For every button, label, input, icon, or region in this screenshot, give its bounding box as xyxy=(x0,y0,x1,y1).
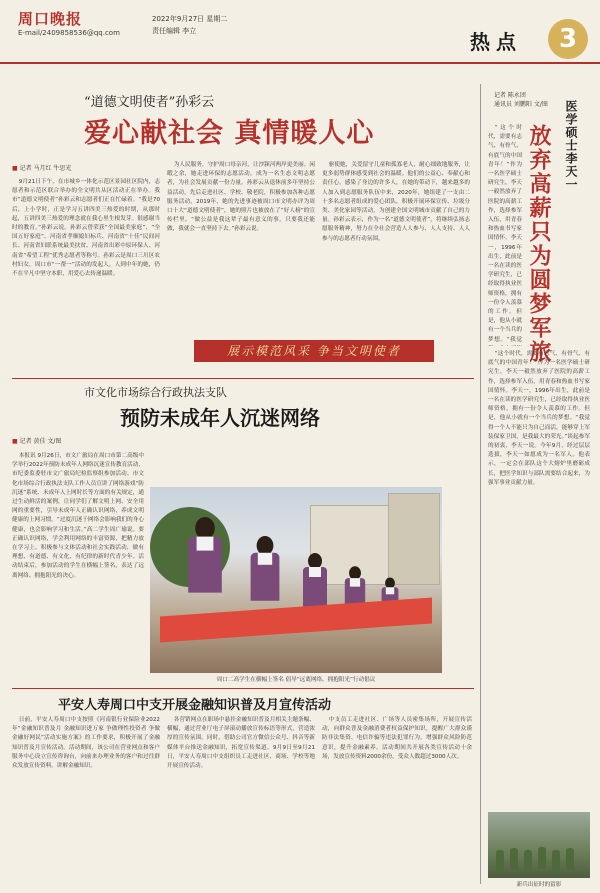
photo2-caption: 新兵出征时的留影 xyxy=(516,882,562,888)
photo1-caption: 周口二高学生在横幅上签名 倡导“远离网络、拥抱阳光”行动倡议 xyxy=(216,677,376,683)
article2-kicker: 市文化市场综合行政执法支队 xyxy=(84,386,227,399)
right-article-body-text: “这个时代，需要有志气、有骨气、有底气的中国青年！”作为一名医学硕士研究生，李天一毅然放弃了医院的高薪工作，选择参军入伍，用青春和热血书写家国情怀。李天一，1996年出生，此前是一名在读的医学研究生，已经取得执业医师资格，拥有一份令人羡慕的工作。但是，他从小就有一个当兵的梦想。“我觉得一个人不能只为自己而活，能够穿上军装保家卫国，是我最大的荣光。”谈起参军的初衷，李天一说。今年9月，经过层层选拔，李天一如愿成为一名军人。他表示，一定会在部队这个大熔炉里磨砺成长，把医学知识与部队需要结合起来，为强军事业贡献力量。 xyxy=(488,351,590,486)
page-number-badge: 3 xyxy=(548,19,588,59)
article1-column-1 xyxy=(12,178,160,378)
new-recruits-photo xyxy=(488,812,590,878)
article2-column-1-text: 本报讯 9月26日，市文广旅局在周口市第二高级中学举行2022年预防未成年人网络沉迷宣传教育活动，市纪委监委驻市文广旅局纪检监察组参加活动。市文化市场综合行政执法支队工作人员宣讲了网络游戏“防沉迷”系统、未成年人上网时长等方面的有关规定，通过生动鲜活的案例，让同学们了解文明上网、安全用网的重要性，引导未成年人正确认识网络，养成文明健康的上网习惯。“过度沉迷于网络会影响我们的身心健康，也会影响学习和生活。”高二学生周广瑜说。要正确认识网络，学会利用网络的丰富资源，把精力放在学习上。积极参与文体活动和社会实践活动，做有理想、有道德、有文化、有纪律的新时代青少年。活动结束后，参加活动的学生在横幅上签名，表达了远离网络、拥抱阳光的决心。 xyxy=(12,453,144,579)
masthead xyxy=(0,0,600,64)
article3-column-3 xyxy=(322,716,472,884)
article1-column-3-text: 驱使她，关爱留守儿童和孤寡老人，耐心细致地服务，让更多弱势群体感受到社会的温暖。他们的公益心、奉献心和责任心，感染了身边的许多人，在她的带动下，越来越多的人加入到志愿服务队伍中来，2020年，她组建了一支由二十多名志愿者组成的爱心团队，积极开展环保宣传、垃圾分类、美化家园等活动，为创建全国文明城市贡献了自己的力量。孙彩云表示，作为一名“道德文明使者”，将继续弘扬志愿服务精神，努力在全社会营造人人参与、人人支持、人人参与的志愿者行动氛围。 xyxy=(322,162,470,242)
right-article-body xyxy=(488,350,590,806)
article3-column-3-text: 中支员工走进社区、广场等人员密集场所，开展宣传活动，向群众普及金融消费者权益保护知识，提醒广大群众谨防非法集资、电信诈骗等违法犯罪行为，增强群众风险防范意识，提升金融素养。活动期间共开展各类宣传活动十余场，发放宣传资料2000余份，受众人数超过3000人次。 xyxy=(322,717,472,760)
right-article-lead xyxy=(488,124,522,346)
section-title: 热点 xyxy=(470,30,522,54)
article1-column-3 xyxy=(322,161,470,341)
campaign-banner: 展示模范风采 争当文明使者 xyxy=(194,340,434,362)
photo-building xyxy=(388,493,440,585)
issue-date: 2022年9月27日 星期二 xyxy=(152,15,228,23)
right-byline-intern: 通讯员 刘鹏阳 文/图 xyxy=(494,101,548,108)
article2-headline: 预防未成年人沉迷网络 xyxy=(120,406,320,430)
newspaper-logo: 周口晚报 xyxy=(18,10,83,28)
right-article-byline xyxy=(494,91,548,109)
right-article-lead-text: “这个时代，需要有志气、有骨气、有底气的中国青年！”作为一名医学硕士研究生，李天一毅然放弃了医院的高薪工作，选择参军入伍，用青春和热血书写家国情怀。李天一，1996年出生，此前是一名在读的医学研究生，已经取得执业医师资格，拥有一份令人羡慕的工作。但是，他从小就有一个当兵的梦想。“我觉 xyxy=(488,125,522,343)
section-editor: 责任编辑 李立 xyxy=(152,27,197,35)
article3-column-2 xyxy=(167,716,315,884)
article3-column-2-text: 各营销网点在职场中悬挂金融知识普及月相关主题条幅、横幅，通过营业厅电子屏滚动播放宣传标语等形式，营造浓厚的宣传氛围。同时，借助公司官方微信公众号、抖音等新媒体平台推送金融知识，拓宽宣传渠道。9月9日至9月21日，平安人寿周口中支组织员工走进社区、商场、学校等地开展宣传活动。 xyxy=(167,717,315,770)
right-article-headline: 放弃高薪只为圆梦军旅 xyxy=(526,124,552,364)
photo-student xyxy=(184,517,226,615)
article3-column-1-text: 日前，平安人寿周口中支按照《河南银行业保险业2022年“金融知识普及月 金融知识进万家 争做理性投资者 争做金融好网民”活动实施方案》的工作要求，积极开展了金融知识普及月宣传活动。活动期间，该公司在营业网点和客户服务中心设立宣传咨询台，向前来办理业务的客户和过往群众发放宣传资料，讲解金融知识。 xyxy=(12,717,160,770)
article1-kicker: “道德文明使者”孙彩云 xyxy=(84,95,215,110)
article3-headline: 平安人寿周口中支开展金融知识普及月宣传活动 xyxy=(58,698,332,713)
article1-byline: ■ 记者 马月红 牛思光 xyxy=(12,163,71,172)
article3-column-1 xyxy=(12,716,160,884)
issue-meta xyxy=(152,13,227,37)
contact-email: E-mail/2409858536@qq.com xyxy=(18,29,120,37)
article1-column-1-text: 9月21日下午，在市城乡一体化示范区景园社区院内，志愿者和示范区联合举办的全文明共从区活动正在举办。我市“道德文明使者”孙彩云和志愿者们正在忙碌着。“我是70后，上小学时，正是学习五讲四美三热爱的时期，从那时起，五讲四美三热爱的理念就在我心里生根发芽。很感谢当时的教育。”孙彩云说。孙彩云曾荣获“全国最美家庭”、“全国五好家庭”、河南省孝顺媳妇标兵、河南省“十佳”民间河长、河南省妇联系统最美扶贫、河南省出彩中原环保人、河南省“希望工程”优秀志愿者等称号。孙彩云是周口三川区农村妇女，周口市“一帮一”活动的发起人。人到中年的她，仍不在平凡中坚守本职，用爱心去传递温暖。 xyxy=(12,179,160,278)
section-divider xyxy=(12,688,474,689)
article1-column-2-text: 为人民服务，守护周口母亲河，让沙颍河两岸更美丽。闲暇之余，她走进环保的志愿活动，成为一名生态文明志愿者，为社会发展贡献一份力量。孙彩云从退休前多年坚持公益活动，先后走进社区、学校、敬老院，积极参加各种志愿服务活动，2019年，她的先进事迹被周口市文明办评为周口十大“道德文明使者”，她的照片也被放在了“好人榜”的宣传栏里。“做公益是我这辈子最有意义的事，只要我还能做，我就会一直坚持下去。”孙彩云说。 xyxy=(167,162,315,233)
article2-column-1 xyxy=(12,452,144,672)
section-divider xyxy=(12,378,474,379)
article1-column-2 xyxy=(167,161,315,337)
students-signing-photo xyxy=(150,487,442,673)
right-byline-reporter: 记者 陈永团 xyxy=(494,92,526,99)
right-article-subtitle: 医学硕士李天一 xyxy=(564,100,578,191)
column-divider xyxy=(480,84,481,884)
article2-byline: ■ 记者 黄佳 文/图 xyxy=(12,436,61,445)
article1-headline: 爱心献社会 真情暖人心 xyxy=(84,118,375,149)
